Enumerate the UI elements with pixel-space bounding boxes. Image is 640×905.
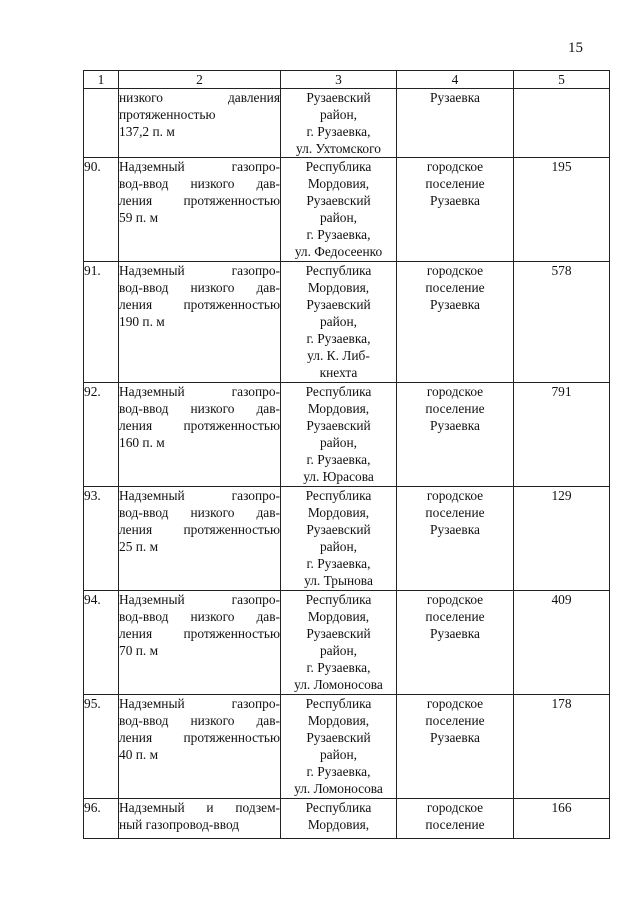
row-number: 93. xyxy=(84,488,101,503)
row-number-cell xyxy=(84,487,119,591)
page-number: 15 xyxy=(568,40,583,56)
location-line: Республика xyxy=(305,592,372,607)
table-row xyxy=(84,487,610,591)
settlement-line: Рузаевка xyxy=(430,626,480,641)
settlement-line: городское xyxy=(426,263,484,278)
object-name-cell xyxy=(119,89,281,158)
location-line: г. Рузаевка, xyxy=(306,124,371,139)
row-number: 90. xyxy=(84,159,101,174)
row-number-cell xyxy=(84,591,119,695)
object-name-line: вод-ввод низкого дав- xyxy=(119,713,280,728)
location-line: Мордовия, xyxy=(307,176,370,191)
object-name-line: ления протяженностью xyxy=(119,522,280,537)
object-name-line: ления протяженностью xyxy=(119,626,280,641)
location-line: район, xyxy=(319,435,357,450)
settlement-cell xyxy=(397,591,514,695)
settlement-cell xyxy=(397,383,514,487)
column-header: 2 xyxy=(119,71,281,89)
settlement-line: городское xyxy=(426,384,484,399)
location-line: Мордовия, xyxy=(307,713,370,728)
location-line: г. Рузаевка, xyxy=(306,452,371,467)
object-name-line: 59 п. м xyxy=(119,210,159,225)
settlement-cell xyxy=(397,799,514,839)
table-row xyxy=(84,799,610,839)
object-name-line: ления протяженностью xyxy=(119,193,280,208)
row-number-cell xyxy=(84,262,119,383)
object-name-line: вод-ввод низкого дав- xyxy=(119,505,280,520)
location-line: Республика xyxy=(305,384,372,399)
location-line: г. Рузаевка, xyxy=(306,227,371,242)
location-line: Республика xyxy=(305,159,372,174)
location-line: ул. Ломоносова xyxy=(294,677,383,692)
location-line: район, xyxy=(319,747,357,762)
object-name-line: ления протяженностью xyxy=(119,297,280,312)
object-name-cell xyxy=(119,158,281,262)
column-header: 1 xyxy=(84,71,119,89)
location-cell xyxy=(281,383,397,487)
row-number: 96. xyxy=(84,800,101,815)
settlement-line: поселение xyxy=(425,176,485,191)
table-row xyxy=(84,158,610,262)
location-line: ул. Юрасова xyxy=(303,469,374,484)
table-body xyxy=(84,71,610,839)
object-name-line: Надземный и подзем- xyxy=(119,800,280,815)
table-row xyxy=(84,591,610,695)
location-line: Рузаевский xyxy=(306,418,371,433)
location-line: ул. Федосеенко xyxy=(294,244,383,259)
location-line: Мордовия, xyxy=(307,609,370,624)
location-line: Мордовия, xyxy=(307,280,370,295)
value-text: 178 xyxy=(551,696,572,711)
row-number: 95. xyxy=(84,696,101,711)
object-name-line: ления протяженностью xyxy=(119,418,280,433)
object-name-line: 70 п. м xyxy=(119,643,159,658)
table-row xyxy=(84,89,610,158)
row-number: 91. xyxy=(84,263,101,278)
row-number: 94. xyxy=(84,592,101,607)
location-line: г. Рузаевка, xyxy=(306,556,371,571)
location-line: Рузаевский xyxy=(306,522,371,537)
location-cell xyxy=(281,799,397,839)
value-text: 791 xyxy=(551,384,572,399)
object-name-line: Надземный газопро- xyxy=(119,696,280,711)
location-line: Рузаевский xyxy=(306,297,371,312)
location-line: район, xyxy=(319,107,357,122)
object-name-line: Надземный газопро- xyxy=(119,159,280,174)
location-cell xyxy=(281,487,397,591)
settlement-line: городское xyxy=(426,159,484,174)
location-cell xyxy=(281,158,397,262)
settlement-cell xyxy=(397,158,514,262)
value-text: 578 xyxy=(551,263,572,278)
location-line: кнехта xyxy=(319,365,358,380)
location-line: Мордовия, xyxy=(307,505,370,520)
settlement-line: поселение xyxy=(425,505,485,520)
location-line: Мордовия, xyxy=(307,401,370,416)
value-cell xyxy=(514,158,610,262)
location-line: Республика xyxy=(305,696,372,711)
location-cell xyxy=(281,591,397,695)
header-row xyxy=(84,71,610,89)
settlement-line: Рузаевка xyxy=(430,418,480,433)
settlement-line: поселение xyxy=(425,817,485,832)
value-cell xyxy=(514,591,610,695)
location-line: г. Рузаевка, xyxy=(306,764,371,779)
object-name-cell xyxy=(119,695,281,799)
settlement-cell xyxy=(397,262,514,383)
settlement-cell xyxy=(397,695,514,799)
location-line: Мордовия, xyxy=(307,817,370,832)
location-line: Республика xyxy=(305,800,372,815)
object-name-cell xyxy=(119,487,281,591)
object-name-line: протяженностью xyxy=(119,107,216,122)
object-name-line: Надземный газопро- xyxy=(119,488,280,503)
object-name-line: 137,2 п. м xyxy=(119,124,175,139)
object-name-line: ный газопровод-ввод xyxy=(119,817,240,832)
object-name-line: вод-ввод низкого дав- xyxy=(119,401,280,416)
location-line: ул. Ломоносова xyxy=(294,781,383,796)
value-text: 195 xyxy=(551,159,572,174)
settlement-cell xyxy=(397,487,514,591)
settlement-line: поселение xyxy=(425,713,485,728)
settlement-line: Рузаевка xyxy=(430,730,480,745)
location-line: Республика xyxy=(305,263,372,278)
value-cell xyxy=(514,89,610,158)
object-name-line: вод-ввод низкого дав- xyxy=(119,609,280,624)
table-row xyxy=(84,383,610,487)
value-text: 166 xyxy=(551,800,572,815)
settlement-line: Рузаевка xyxy=(430,522,480,537)
column-header: 5 xyxy=(514,71,610,89)
settlement-line: поселение xyxy=(425,609,485,624)
settlement-line: поселение xyxy=(425,280,485,295)
location-cell xyxy=(281,262,397,383)
value-text: 129 xyxy=(551,488,572,503)
value-text: 409 xyxy=(551,592,572,607)
object-name-cell xyxy=(119,383,281,487)
value-cell xyxy=(514,695,610,799)
object-name-line: 190 п. м xyxy=(119,314,165,329)
object-name-line: Надземный газопро- xyxy=(119,592,280,607)
location-line: ул. К. Либ- xyxy=(307,348,370,363)
row-number-cell xyxy=(84,799,119,839)
object-name-cell xyxy=(119,262,281,383)
row-number-cell xyxy=(84,158,119,262)
table-row xyxy=(84,262,610,383)
location-line: ул. Ухтомского xyxy=(296,141,381,156)
location-line: г. Рузаевка, xyxy=(306,660,371,675)
location-line: район, xyxy=(319,210,357,225)
settlement-line: городское xyxy=(426,800,484,815)
row-number-cell xyxy=(84,383,119,487)
settlement-line: поселение xyxy=(425,401,485,416)
column-header: 3 xyxy=(281,71,397,89)
settlement-line: Рузаевка xyxy=(430,90,480,105)
object-name-line: ления протяженностью xyxy=(119,730,280,745)
row-number-cell xyxy=(84,89,119,158)
value-cell xyxy=(514,383,610,487)
object-name-cell xyxy=(119,591,281,695)
location-cell xyxy=(281,695,397,799)
location-line: Рузаевский xyxy=(306,90,371,105)
object-name-line: 25 п. м xyxy=(119,539,159,554)
settlement-line: Рузаевка xyxy=(430,297,480,312)
object-name-line: 40 п. м xyxy=(119,747,159,762)
object-name-line: вод-ввод низкого дав- xyxy=(119,176,280,191)
value-cell xyxy=(514,487,610,591)
location-line: район, xyxy=(319,539,357,554)
settlement-line: городское xyxy=(426,592,484,607)
objects-table xyxy=(83,70,610,839)
object-name-line: вод-ввод низкого дав- xyxy=(119,280,280,295)
column-header: 4 xyxy=(397,71,514,89)
table-row xyxy=(84,695,610,799)
settlement-line: Рузаевка xyxy=(430,193,480,208)
object-name-line: низкого давления xyxy=(119,90,280,105)
location-line: Рузаевский xyxy=(306,730,371,745)
location-line: Республика xyxy=(305,488,372,503)
location-line: район, xyxy=(319,314,357,329)
object-name-line: Надземный газопро- xyxy=(119,263,280,278)
object-name-line: Надземный газопро- xyxy=(119,384,280,399)
row-number-cell xyxy=(84,695,119,799)
object-name-cell xyxy=(119,799,281,839)
value-cell xyxy=(514,262,610,383)
value-cell xyxy=(514,799,610,839)
location-cell xyxy=(281,89,397,158)
settlement-line: городское xyxy=(426,488,484,503)
location-line: г. Рузаевка, xyxy=(306,331,371,346)
settlement-line: городское xyxy=(426,696,484,711)
location-line: Рузаевский xyxy=(306,193,371,208)
settlement-cell xyxy=(397,89,514,158)
object-name-line: 160 п. м xyxy=(119,435,165,450)
location-line: район, xyxy=(319,643,357,658)
row-number: 92. xyxy=(84,384,101,399)
location-line: ул. Трынова xyxy=(304,573,373,588)
location-line: Рузаевский xyxy=(306,626,371,641)
